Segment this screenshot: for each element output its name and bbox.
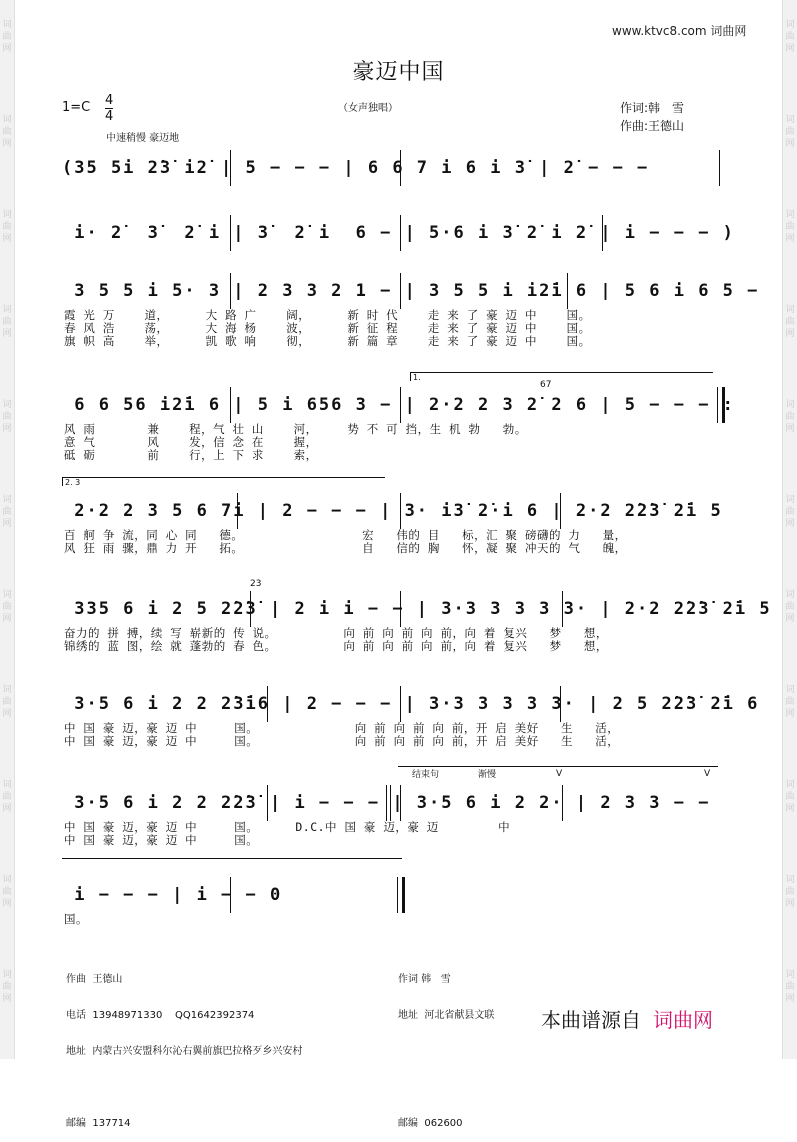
barline <box>602 215 603 251</box>
grace-note-67: 67 <box>540 380 552 390</box>
footer-lyricist-info <box>398 950 494 1142</box>
score-row-8 <box>62 785 727 825</box>
watermark-glyph: 网 <box>2 519 12 529</box>
barline <box>400 686 401 722</box>
volta-1-label: 1. <box>413 373 421 382</box>
watermark-glyph: 网 <box>2 424 12 434</box>
watermark-glyph: 词 <box>785 495 795 505</box>
double-barline <box>717 387 725 423</box>
watermark-glyph: 网 <box>2 614 12 624</box>
tie-line <box>62 858 402 859</box>
watermark-glyph: 网 <box>785 424 795 434</box>
watermark-glyph: 词 <box>2 115 12 125</box>
lyric-line: 意 气 风 发，信 念 在 握， <box>64 435 318 449</box>
watermark-glyph: 网 <box>2 44 12 54</box>
double-barline <box>386 785 391 821</box>
watermark-glyph: 曲 <box>2 412 12 422</box>
watermark-glyph: 词 <box>2 970 12 980</box>
watermark-glyph: 词 <box>785 305 795 315</box>
source-credit <box>541 1004 713 1033</box>
notation-line: 3·5 6 i 2 2 2̇3̇i6 | 2 − − − | 3·3 3 3 3 3· | 2 5 2̇2̇3̇ 2̇i 6 <box>62 694 760 714</box>
footer-left-1: 电话 13948971330 QQ1642392374 <box>66 1010 255 1021</box>
watermark-glyph: 曲 <box>2 127 12 137</box>
notation-line: 2·2 2 3 5 6 7i | 2 − − − | 3· i3̇ 2̇·i 6 | 2·2 2̇2̇3̇ 2̇i 5 <box>62 501 723 521</box>
watermark-glyph: 词 <box>2 495 12 505</box>
barline <box>562 785 563 821</box>
watermark-glyph: 词 <box>2 780 12 790</box>
time-signature <box>105 93 113 124</box>
footer-left-0: 作曲 王德山 <box>66 974 123 985</box>
watermark-glyph: 词 <box>2 305 12 315</box>
lyric-line: 中 国 豪 迈，豪 迈 中 国。 向 前 向 前 向 前，开 启 美好 生 活， <box>64 734 620 748</box>
watermark-glyph: 曲 <box>785 887 795 897</box>
composer-credit: 作曲:王德山 <box>620 119 685 133</box>
double-barline <box>397 877 405 913</box>
watermark-glyph: 曲 <box>2 602 12 612</box>
barline <box>400 150 401 186</box>
watermark-glyph: 曲 <box>785 412 795 422</box>
watermark-glyph: 曲 <box>2 32 12 42</box>
footer-composer-info <box>66 950 302 1142</box>
grace-note-23: 23 <box>250 579 262 589</box>
breath-mark-1: V <box>556 769 563 779</box>
notation-line: 3·5 6 i 2 2 2̇2̇3̇ | i − − − | 3·5 6 i 2 2· | 2 3 3 − − <box>62 793 711 813</box>
voice-type: （女声独唱） <box>338 103 398 114</box>
lyric-line: 霞 光 万 道， 大 路 广 阔， 新 时 代 走 来 了 豪 迈 中 国。 <box>64 308 591 322</box>
watermark-glyph: 网 <box>2 804 12 814</box>
barline <box>230 877 231 913</box>
notation-line: 3 5 5 i 5· 3 | 2 3 3 2 1 − | 3 5 5 i i2̇i 6 | 5 6 i 6 5 − <box>62 281 760 301</box>
score-row-6 <box>62 591 772 631</box>
lyric-line: 百 舸 争 流，同 心 同 德。 宏 伟的 目 标，汇 聚 磅礴的 力 量， <box>64 528 627 542</box>
barline <box>400 273 401 309</box>
watermark-glyph: 词 <box>785 400 795 410</box>
lyricist-credit: 作词:韩 雪 <box>620 101 685 115</box>
footer-left-2: 地址 内蒙古兴安盟科尔沁右翼前旗巴拉格歹乡兴安村 <box>66 1046 303 1057</box>
barline <box>400 785 401 821</box>
watermark-glyph: 词 <box>2 590 12 600</box>
watermark-glyph: 网 <box>2 234 12 244</box>
score-row-5 <box>62 493 727 533</box>
watermark-glyph: 词 <box>785 780 795 790</box>
barline <box>567 273 568 309</box>
watermark-glyph: 网 <box>785 709 795 719</box>
footer-left-4: 邮编 137714 <box>66 1118 131 1129</box>
watermark-glyph: 曲 <box>785 317 795 327</box>
ritardando-label: 渐慢 <box>478 770 497 780</box>
notation-line: 335 6 i 2 5 2̇2̇3̇ | 2 i i − − | 3·3 3 3 3 3· | 2·2 2̇2̇3̇ 2̇i 5 <box>62 599 772 619</box>
footer-left-3 <box>66 1082 302 1094</box>
watermark-glyph: 曲 <box>2 792 12 802</box>
watermark-glyph: 词 <box>785 970 795 980</box>
lyric-line: 中 国 豪 迈，豪 迈 中 国。 D.C.中 国 豪 迈，豪 迈 中 <box>64 820 511 834</box>
song-title: 豪迈中国 <box>352 60 445 85</box>
barline <box>400 387 401 423</box>
barline <box>230 215 231 251</box>
watermark-glyph: 曲 <box>2 507 12 517</box>
volta-1 <box>410 372 713 381</box>
watermark-glyph: 词 <box>785 210 795 220</box>
barline <box>230 150 231 186</box>
score-row-3 <box>62 273 760 313</box>
watermark-glyph: 曲 <box>2 222 12 232</box>
barline <box>267 686 268 722</box>
barline <box>400 215 401 251</box>
score-row-1 <box>62 150 727 190</box>
watermark-glyph: 词 <box>785 685 795 695</box>
watermark-glyph: 词 <box>2 400 12 410</box>
footer-right-1: 地址 河北省献县文联 <box>398 1010 495 1021</box>
watermark-glyph: 网 <box>2 899 12 909</box>
lyric-line: 国。 <box>64 912 88 926</box>
watermark-glyph: 曲 <box>785 507 795 517</box>
watermark-glyph: 网 <box>785 234 795 244</box>
watermark-glyph: 网 <box>785 139 795 149</box>
watermark-glyph: 曲 <box>785 697 795 707</box>
key-signature: 1=C <box>62 100 91 115</box>
lyric-line: 旗 帜 高 举， 凯 歌 响 彻， 新 篇 章 走 来 了 豪 迈 中 国。 <box>64 334 591 348</box>
barline <box>400 591 401 627</box>
barline <box>560 686 561 722</box>
score-row-9 <box>62 877 727 917</box>
watermark-glyph: 曲 <box>785 222 795 232</box>
watermark-glyph: 曲 <box>785 127 795 137</box>
watermark-glyph: 网 <box>2 709 12 719</box>
barline <box>562 591 563 627</box>
watermark-glyph: 词 <box>2 20 12 30</box>
source-brand-link[interactable]: 词曲网 <box>653 1008 713 1032</box>
lyric-line: 中 国 豪 迈，豪 迈 中 国。 向 前 向 前 向 前，开 启 美好 生 活， <box>64 721 620 735</box>
watermark-glyph: 词 <box>785 590 795 600</box>
lyric-line: 锦绣的 蓝 图，绘 就 蓬勃的 春 色。 向 前 向 前 向 前，向 着 复兴 梦 想， <box>64 639 608 653</box>
watermark-glyph: 网 <box>2 139 12 149</box>
barline <box>230 387 231 423</box>
meter-bottom: 4 <box>105 109 114 124</box>
footer-right-3 <box>398 1082 494 1094</box>
lyric-line: 风 雨 兼 程，气 壮 山 河， 势 不 可 挡，生 机 勃 勃。 <box>64 422 527 436</box>
footer-right-0: 作词 韩 雪 <box>398 974 451 985</box>
volta-2-label: 2. 3 <box>65 478 81 487</box>
watermark-glyph: 曲 <box>785 792 795 802</box>
notation-line: 6 6 56 i2̇i 6 | 5 i 656 3 − | 2·2 2 3 2̇ 2 6 | 5 − − − : <box>62 395 735 415</box>
lyric-line: 奋力的 拼 搏，续 写 崭新的 传 说。 向 前 向 前 向 前，向 着 复兴 梦 想， <box>64 626 608 640</box>
watermark-glyph: 词 <box>2 210 12 220</box>
meter-top: 4 <box>105 93 114 108</box>
watermark-glyph: 词 <box>785 115 795 125</box>
footer-right-2 <box>398 1046 494 1058</box>
lyric-line: 砥 砺 前 行，上 下 求 索， <box>64 448 318 462</box>
watermark-glyph: 曲 <box>2 887 12 897</box>
ending-label: 结束句 <box>412 770 440 780</box>
barline <box>560 493 561 529</box>
lyric-line: 风 狂 雨 骤，鼎 力 开 拓。 自 信的 胸 怀，凝 聚 冲天的 气 魄， <box>64 541 627 555</box>
watermark-glyph: 词 <box>785 20 795 30</box>
score-row-4 <box>62 387 735 427</box>
watermark-glyph: 网 <box>2 994 12 1004</box>
watermark-glyph: 网 <box>785 329 795 339</box>
barline <box>250 591 251 627</box>
watermark-glyph: 网 <box>785 994 795 1004</box>
score-row-2 <box>62 215 735 255</box>
watermark-glyph: 曲 <box>2 317 12 327</box>
watermark-glyph: 词 <box>2 685 12 695</box>
watermark-glyph: 网 <box>785 804 795 814</box>
barline <box>237 493 238 529</box>
watermark-glyph: 词 <box>785 875 795 885</box>
barline <box>400 493 401 529</box>
watermark-glyph: 网 <box>785 614 795 624</box>
breath-mark-2: V <box>704 769 711 779</box>
notation-line: i· 2̇ 3̇ 2̇ i | 3̇ 2̇ i 6 − | 5·6 i 3̇ 2̇ i 2̇ | i − − − ) <box>62 223 735 243</box>
lyric-line: 中 国 豪 迈，豪 迈 中 国。 <box>64 833 259 847</box>
volta-2 <box>62 477 385 486</box>
watermark-glyph: 曲 <box>2 982 12 992</box>
footer-right-4: 邮编 062600 <box>398 1118 463 1129</box>
barline <box>719 150 720 186</box>
watermark-glyph: 曲 <box>785 602 795 612</box>
source-text: 本曲谱源自 <box>541 1008 641 1032</box>
ending-bracket <box>398 766 718 767</box>
tempo-marking: 中速稍慢 豪迈地 <box>106 133 180 144</box>
barline <box>230 273 231 309</box>
watermark-glyph: 曲 <box>2 697 12 707</box>
watermark-glyph: 网 <box>2 329 12 339</box>
notation-line: (35 5i 2̇3̇ i2̇ | 5 − − − | 6 6 7 i 6 i 3̇ | 2̇ − − − <box>62 158 650 178</box>
lyric-line: 春 风 浩 荡， 大 海 杨 波， 新 征 程 走 来 了 豪 迈 中 国。 <box>64 321 591 335</box>
watermark-glyph: 曲 <box>785 982 795 992</box>
site-url: www.ktvc8.com 词曲网 <box>612 24 747 38</box>
watermark-glyph: 词 <box>2 875 12 885</box>
watermark-glyph: 网 <box>785 44 795 54</box>
score-row-7 <box>62 686 760 726</box>
barline <box>267 785 268 821</box>
notation-line: i − − − | i − − 0 <box>62 885 283 905</box>
watermark-glyph: 网 <box>785 899 795 909</box>
watermark-glyph: 网 <box>785 519 795 529</box>
watermark-glyph: 曲 <box>785 32 795 42</box>
